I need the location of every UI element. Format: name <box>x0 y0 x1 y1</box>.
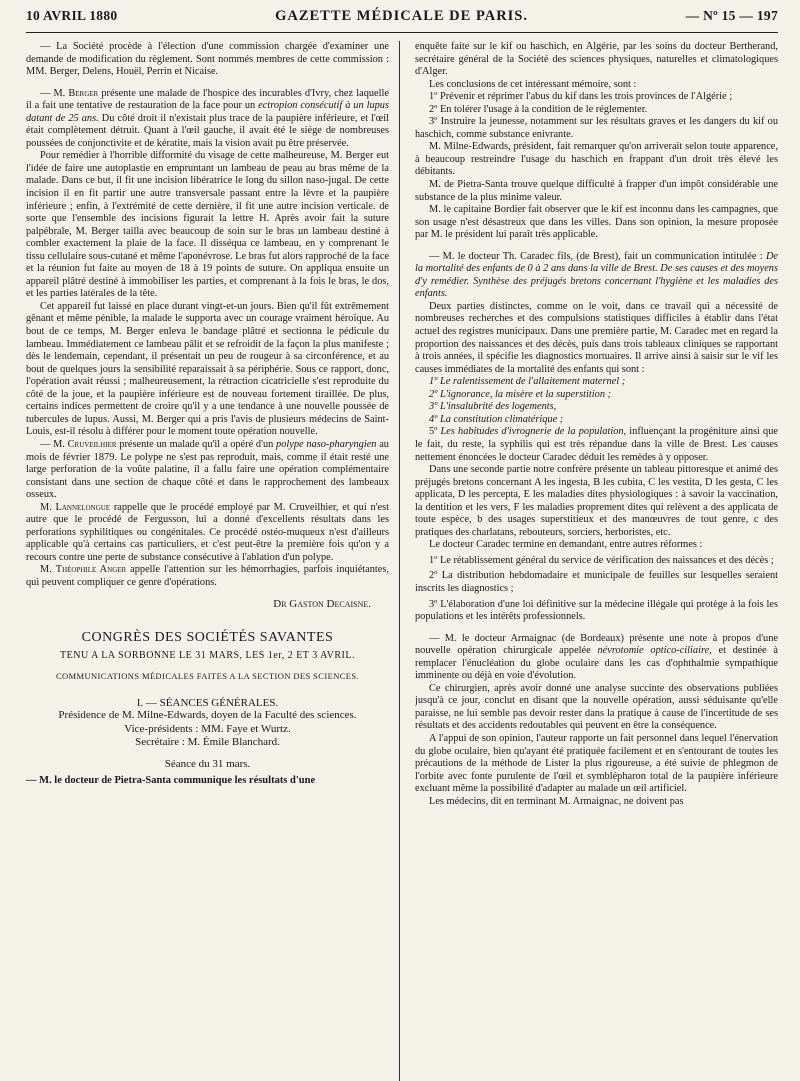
secretary-line: Secrétaire : M. Émile Blanchard. <box>135 736 280 749</box>
paragraph: Les conclusions de cet intéressant mémoire, sont : <box>429 78 637 90</box>
presidency-line: Présidence de M. Milne-Edwards, doyen de la Faculté des sciences. <box>58 709 357 722</box>
congress-heading <box>26 632 389 683</box>
list-item: 1º Le rétablissement général du service de vérification des naissances et des décès ; <box>429 554 774 566</box>
paragraph: Pour remédier à l'horrible difformité du visage de cette malheureuse, M. Berger eut l'idée de faire une autoplastie en empruntant un lambeau de peau au bras même de la malade. Dans ce but, il fit une incision libératrice le long du sillon naso-jugal. De cette incision il en fit partir une autre transversale passant entre la lèvre et la paupière inférieure ; enfin, à l'extrémité de cette dernière, il fit une autre incision verticale. de sorte que l'ensemble des incisions figurait la lettre H. Après avoir fait la suture palpébrale, M. Berger tailla avec beaucoup de soin sur le bras un lambeau destiné à combler exactement la plaie de la face. Il disséqua ce lambeau, en y comprenant le tissu cellulaire sous-cutané et même l'aponévrose. Le bras fut alors rapproché de la face et la réunion fut faite au moyen de 18 à 19 points de suture. On appliqua ensuite un appareil plâtré destiné à immobiliser les parties, et comprenant à la fois le bras, le dos, et les parties latérales de la tête. <box>26 150 389 300</box>
paragraph: Le docteur Caradec termine en demandant, entre autres réformes : <box>429 539 703 551</box>
paragraph: A l'appui de son opinion, l'auteur rapporte un fait personnel dans lequel l'énervation du globe oculaire, bien qu'ayant été pratiquée facilement et en s'entourant de toutes les précautions de la méthode de Lister la plus rigoureuse, a été suivie de phlegmon de l'orbite avec fonte purulente de l'œil et symblépharon total de la paupière inférieure excluant même la possibilité d'adapter au malade un œil artificiel. <box>415 732 778 795</box>
list-item: 4º La constitution climatérique ; <box>429 413 564 425</box>
paragraph: — M. le docteur de Pietra-Santa communique les résultats d'une <box>26 775 316 787</box>
paragraph: Ce chirurgien, après avoir donné une analyse succinte des observations publiées jusqu'à ce jour, conclut en disant que la nouvelle opération, aussi séduisante qu'elle paraisse, ne lui semble pas devoir rester dans la pratique à cause de l'incertitude de ses résultats et des accidents redoutables qui peuvent en être la conséquence. <box>415 682 778 732</box>
paragraph: M. Théophile Anger appelle l'attention sur les hémorrhagies, parfois inquiétantes, qui peuvent compliquer ce genre d'opérations. <box>26 564 389 588</box>
paragraph: — M. Cruveilhier présente un malade qu'il a opéré d'un polype naso-pharyngien au mois de février 1879. Le polype ne s'est pas reproduit, mais, comme il était resté une large perforation de la voûte palatine, il a fallu faire une opération complémentaire consistant dans une section de chaque côté et dans le rapprochement des lambeaux osseux. <box>26 438 389 501</box>
right-column <box>415 41 778 1071</box>
list-item: 2º La distribution hebdomadaire et municipale de feuilles sur lesquelles seraient inscrits les diagnostics ; <box>415 570 778 594</box>
paragraph: M. Lannelongue rappelle que le procédé employé par M. Cruveilhier, et qui n'est autre que le procédé de Fergusson, lui a donné d'excellents résultats dans les perforations syphilitiques ou congénitales. Ce procédé ostéo-muqueux n'est d'ailleurs applicable qu'à certains cas particuliers, et c'est peut-être la première fois qu'on y a recours contre une perte de substance consécutive à l'ablation d'un polype. <box>26 501 389 563</box>
paragraph: — La Société procède à l'élection d'une commission chargée d'examiner une demande de modification du règlement. Sont nommés membres de cette commission : MM. Berger, Delens, Houël, Perrin et Nicaise. <box>26 41 389 78</box>
vice-presidents-line: Vice-présidents : MM. Faye et Wurtz. <box>124 722 291 735</box>
list-item: 5º Les habitudes d'ivrognerie de la population, influençant la progéniture ainsi que le fait, du reste, la syphilis qui est très répandue dans la ville de Brest. Les causes nettement énoncées le docteur Caradec déduit les remèdes à y opposer. <box>415 426 778 463</box>
seance-date: Séance du 31 mars. <box>164 757 251 770</box>
paragraph: Deux parties distinctes, comme on le voit, dans ce travail qui a nécessité de nombreuses recherches et des compulsions statistiques difficiles à établir dans l'état actuel des registres municipaux. Dans une première partie, M. Caradec met en regard la proportion des naissances et des décès, puis dans trois tableaux cliniques se rapportant à trois années, il spécifie les diagnostics mortuaires. Il arrive ainsi à saisir sur le vif les causes immédiates de la mortalité des enfants qui sont : <box>415 300 778 375</box>
list-item: 3º L'élaboration d'une loi définitive sur la médecine illégale qui protège à la fois les populations et les intérêts professionnels. <box>415 598 778 623</box>
signature: Dr Gaston Decaisne. <box>273 597 371 610</box>
header-title: GAZETTE MÉDICALE DE PARIS. <box>275 8 529 24</box>
paragraph: Dans une seconde partie notre confrère présente un tableau pittoresque et animé des préjugés bretons concernant A les ingesta, B les cubita, C les vestita, D les gesta, C les applicata, D les percepta, E les maladies dites physiologiques : à savoir la vaccination, la dentition et les vers, F les maladies proprement dites qui relèvent a des applicata de toute espèce, b des usages superstitieux et des manœuvres de tout genre, c des pratiques des charlatans, rebouteurs, sorciers, herboristes, etc. <box>415 464 778 538</box>
list-item: 1º Prévenir et réprimer l'abus du kif dans les trois provinces de l'Algérie ; <box>429 91 733 103</box>
columns <box>26 41 778 1071</box>
list-item: 2º En tolérer l'usage à la condition de le réglementer. <box>429 103 648 115</box>
page-header <box>26 8 778 33</box>
paragraph: Cet appareil fut laissé en place durant vingt-et-un jours. Bien qu'il fût extrêmement gênant et même pénible, la malade le supporta avec un courage vraiment héroïque. Au bout de ce temps, M. Berger enleva le bandage plâtré et sectionna le pédicule du lambeau. Immédiatement ce lambeau pâlit et se refroidit de la façon la plus manifeste ; dès le lendemain, cependant, il présentait un peu de rougeur à sa circonférence, et au bout de quelques jours la sensibilité reparaissait à sa périphérie. Sous ce rapport, donc, l'opération avait réussi ; malheureusement, la rétraction cicatricielle s'est reproduite du côté de la joue, et la paupière inférieure est de nouveau fortement tiraillée. De plus, certains indices permettent de croire qu'il y a une tendance à une nouvelle poussée de tubercules de lupus. Aussi, M. Berger qui a pris l'avis de plusieurs médecins de Saint-Louis, est-il résolu à différer pour le moment toute opération nouvelle. <box>26 300 389 438</box>
list-item: 1º Le ralentissement de l'allaitement maternel ; <box>429 376 626 388</box>
list-item: 3º L'insalubrité des logements, <box>429 401 557 413</box>
session-title: I. — SÉANCES GÉNÉRALES. <box>136 696 279 709</box>
column-divider <box>399 41 400 1081</box>
paragraph: M. de Pietra-Santa trouve quelque difficulté à frapper d'un impôt considérable une substance de la plus minime valeur. <box>415 179 778 203</box>
causes-list <box>415 376 778 464</box>
header-date: 10 AVRIL 1880 <box>26 8 118 23</box>
left-column <box>26 41 389 1071</box>
congress-subtitle: TENU A LA SORBONNE LE 31 MARS, LES 1er, 2 ET 3 AVRIL. <box>60 649 355 661</box>
paragraph: M. le capitaine Bordier fait observer que le kif est inconnu dans les campagnes, que son usage n'est désastreux que dans les villes. Dans son opinion, la mesure proposée par M. le président lui paraît très applicable. <box>415 204 778 241</box>
congress-title: CONGRÈS DES SOCIÉTÉS SAVANTES <box>81 630 334 646</box>
list-item: 2º L'ignorance, la misère et la superstition ; <box>429 388 612 400</box>
paragraph: — M. Berger présente une malade de l'hospice des incurables d'Ivry, chez laquelle il a fait une tentative de restauration de la face pour un ectropion consécutif à un lupus datant de 25 ans. Du côté droit il n'existait plus trace de la paupière inférieure, et l'œil était complètement détruit. Quant à l'œil gauche, il avait été le siége de nombreuses poussées de conjonctivite et de kératite, mais la vision avait pu être préservée. <box>26 87 389 149</box>
paragraph: — M. le docteur Armaignac (de Bordeaux) présente une note à propos d'une nouvelle opération chirurgicale appelée névrotomie optico-ciliaire, et destinée à remplacer l'énucléation du globe oculaire dans les cas d'ophthalmie sympathique imminente ou déjà en voie d'évolution. <box>415 632 778 682</box>
paragraph: M. Milne-Edwards, président, fait remarquer qu'on arriverait selon toute apparence, à beaucoup restreindre l'usage du haschich en frappant d'un droit très élevé les débitants. <box>415 141 778 178</box>
list-item: 3º Instruire la jeunesse, notamment sur les résultats graves et les dangers du kif ou haschich, comme substance enivrante. <box>415 116 778 140</box>
paragraph: — M. le docteur Th. Caradec fils, (de Brest), fait un communication intitulée : De la mortalité des enfants de 0 à 2 ans dans la ville de Brest. De ses causes et des moyens d'y remédier. Synthèse des préjugés bretons concernant l'hygiène et les maladies des enfants. <box>415 250 778 300</box>
congress-subtitle-2: COMMUNICATIONS MÉDICALES FAITES A LA SECTION DES SCIENCES. <box>55 671 360 682</box>
paragraph: Les médecins, dit en terminant M. Armaignac, ne doivent pas <box>429 795 684 807</box>
paragraph: enquête faite sur le kif ou haschich, en Algérie, par les soins du docteur Bertherand, secrétaire général de la Société des sciences physiques, naturelles et climatologiques d'Alger. <box>415 41 778 78</box>
header-issue: — Nº 15 — 197 <box>685 8 778 23</box>
